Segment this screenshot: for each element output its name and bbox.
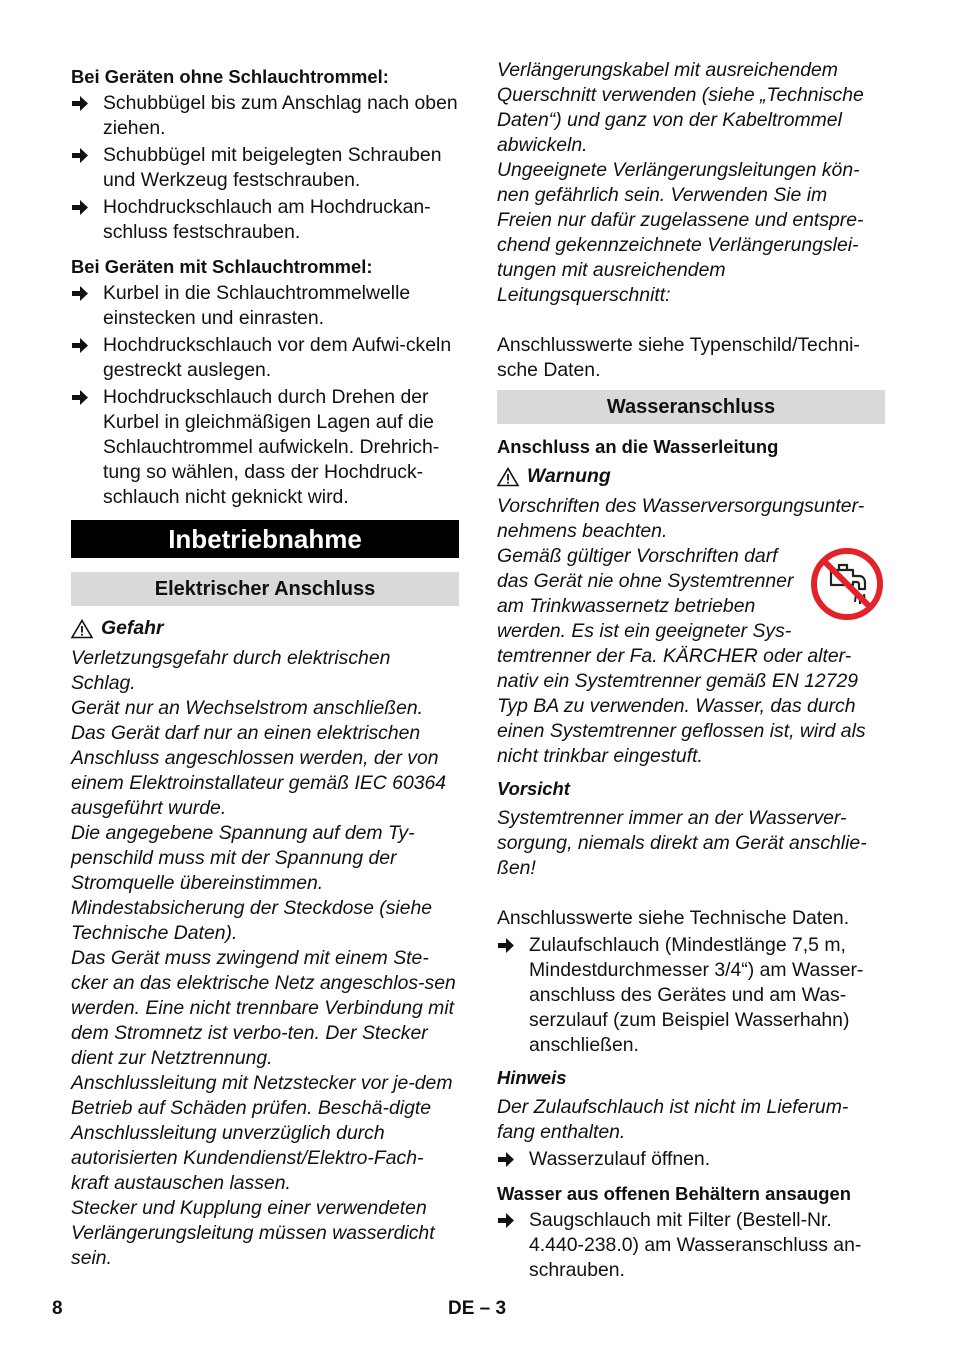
section-title-electrical: Elektrischer Anschluss bbox=[71, 572, 459, 606]
warning-label: Warnung bbox=[497, 464, 885, 489]
list-item: Zulaufschlauch (Mindestlänge 7,5 m, Mindestdurchmesser 3/4“) am Wasser-anschluss des Gerätes und am Was-serzulauf (zum Beispiel Wasserhahn) anschließen. bbox=[497, 933, 885, 1058]
danger-paragraph: Das Gerät darf nur an einen elektrischen Anschluss angeschlossen werden, der von einem Elektroinstallateur gemäß IEC 60364 ausgeführt wurde. bbox=[71, 722, 447, 819]
arrow-right-icon bbox=[71, 195, 103, 245]
note-text: Der Zulaufschlauch ist nicht im Lieferum-fang enthalten. bbox=[497, 1096, 849, 1143]
list-item: Hochdruckschlauch vor dem Aufwi-ckeln gestreckt auslegen. bbox=[71, 333, 459, 383]
caution-label: Vorsicht bbox=[497, 778, 570, 799]
list-item: Kurbel in die Schlauchtrommelwelle einstecken und einrasten. bbox=[71, 281, 459, 331]
arrow-right-icon bbox=[497, 1208, 529, 1283]
section-title-water: Wasseranschluss bbox=[497, 390, 885, 424]
section-heading-without-drum: Bei Geräten ohne Schlauchtrommel: bbox=[71, 66, 389, 87]
danger-paragraph: Die angegebene Spannung auf dem Ty-penschild muss mit der Spannung der Stromquelle übereinstimmen. bbox=[71, 822, 415, 894]
arrow-right-icon bbox=[71, 143, 103, 193]
section-code: DE – 3 bbox=[448, 1298, 507, 1319]
arrow-right-icon bbox=[71, 333, 103, 383]
list-item: Hochdruckschlauch durch Drehen der Kurbel in gleichmäßigen Lagen auf die Schlauchtrommel aufwickeln. Drehrich-tung so wählen, dass der Hochdruck-schlauch nicht geknickt wird. bbox=[71, 385, 459, 510]
arrow-right-icon bbox=[71, 385, 103, 510]
section-heading-with-drum: Bei Geräten mit Schlauchtrommel: bbox=[71, 256, 373, 277]
arrow-right-icon bbox=[497, 933, 529, 1058]
list-item: Schubbügel mit beigelegten Schrauben und Werkzeug festschrauben. bbox=[71, 143, 459, 193]
list-item: Schubbügel bis zum Anschlag nach oben ziehen. bbox=[71, 91, 459, 141]
arrow-right-icon bbox=[71, 281, 103, 331]
warning-paragraph: Gemäß gültiger Vorschriften darf das Gerät nie ohne Systemtrenner am Trinkwassernetz betrieben werden. Es ist ein geeigneter Sys-temtrenner der Fa. KÄRCHER oder alter-nativ ein Systemtrenner gemäß EN 12729 Typ BA zu verwenden. Wasser, das durch einen Systemtrenner geflossen ist, wird als nicht trinkbar eingestuft. bbox=[497, 544, 885, 769]
list-item: Wasserzulauf öffnen. bbox=[497, 1147, 885, 1172]
subheading-open-containers: Wasser aus offenen Behältern ansaugen bbox=[497, 1183, 851, 1204]
caution-text: Systemtrenner immer an der Wasserver-sorgung, niemals direkt am Gerät anschlie-ßen! bbox=[497, 807, 867, 879]
note-label: Hinweis bbox=[497, 1067, 567, 1088]
danger-paragraph: Gerät nur an Wechselstrom anschließen. bbox=[71, 697, 424, 719]
list-item: Saugschlauch mit Filter (Bestell-Nr. 4.440-238.0) am Wasseranschluss an-schrauben. bbox=[497, 1208, 885, 1283]
arrow-right-icon bbox=[71, 91, 103, 141]
danger-paragraph: Anschlussleitung mit Netzstecker vor je-dem Betrieb auf Schäden prüfen. Beschä-digte Anschlussleitung unverzüglich durch autorisierten Kundendienst/Elektro-Fach-kraft austauschen lassen. bbox=[71, 1072, 453, 1194]
extension-cable-paragraph: Verlängerungskabel mit ausreichendem Querschnitt verwenden (siehe „Technische Daten“) und ganz von der Kabeltrommel abwickeln. bbox=[497, 59, 864, 156]
right-column bbox=[497, 58, 885, 1283]
list-item: Hochdruckschlauch am Hochdruckan-schluss festschrauben. bbox=[71, 195, 459, 245]
no-drinking-water-icon bbox=[809, 546, 885, 622]
danger-label: Gefahr bbox=[71, 616, 459, 641]
danger-paragraph: Stecker und Kupplung einer verwendeten Verlängerungsleitung müssen wasserdicht sein. bbox=[71, 1197, 435, 1269]
warning-triangle-icon bbox=[71, 619, 93, 639]
technical-data-text: Anschlusswerte siehe Technische Daten. bbox=[497, 907, 850, 929]
page-number: 8 bbox=[52, 1298, 63, 1319]
danger-paragraph: Mindestabsicherung der Steckdose (siehe Technische Daten). bbox=[71, 897, 433, 944]
left-column bbox=[71, 58, 459, 1271]
warning-triangle-icon bbox=[497, 467, 519, 487]
connection-values-text: Anschlusswerte siehe Typenschild/Techni-sche Daten. bbox=[497, 334, 860, 381]
danger-paragraph: Verletzungsgefahr durch elektrischen Schlag. bbox=[71, 647, 391, 694]
subheading-water-supply: Anschluss an die Wasserleitung bbox=[497, 436, 779, 457]
warning-paragraph: Vorschriften des Wasserversorgungsunter-nehmens beachten. bbox=[497, 495, 865, 542]
danger-paragraph: Das Gerät muss zwingend mit einem Ste-cker an das elektrische Netz angeschlos-sen werden. Eine nicht trennbare Verbindung mit dem Stromnetz ist verbo-ten. Der Stecker dient zur Netztrennung. bbox=[71, 947, 456, 1069]
extension-cable-paragraph: Ungeeignete Verlängerungsleitungen kön-nen gefährlich sein. Verwenden Sie im Freien nur dafür zugelassene und entspre-chend gekennzeichnete Verlängerungslei-tungen mit ausreichendem Leitungsquerschnitt: bbox=[497, 159, 864, 306]
arrow-right-icon bbox=[497, 1147, 529, 1172]
chapter-title: Inbetriebnahme bbox=[71, 520, 459, 558]
